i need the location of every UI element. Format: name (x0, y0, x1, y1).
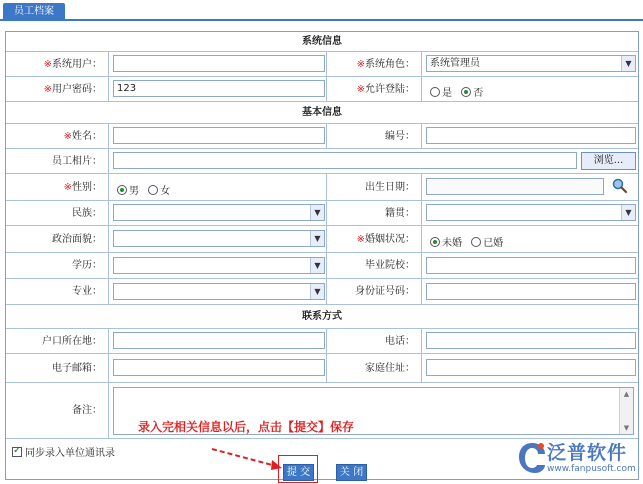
major-cell (109, 279, 327, 304)
logo-icon (517, 440, 547, 476)
row-gender (6, 174, 638, 201)
section-system-info: 系统信息 (6, 32, 638, 52)
chevron-down-icon[interactable]: ▼ (310, 258, 324, 273)
system-user-label (6, 52, 109, 76)
system-role-label-text: 系统角色： (365, 59, 415, 70)
photo-cell (109, 149, 638, 173)
marital-single-label: 未婚 (442, 238, 462, 249)
id-card-cell (422, 279, 638, 304)
chevron-down-icon[interactable]: ▼ (310, 231, 324, 246)
logo-name: 泛普软件 (547, 442, 628, 464)
allow-login-radios (430, 84, 489, 99)
ethnicity-select[interactable] (113, 204, 325, 221)
photo-label: 员工相片： (6, 149, 109, 173)
tab-employee-archive[interactable]: 员工档案 (3, 3, 65, 20)
required-mark: ※ (63, 182, 72, 193)
phone-input[interactable] (426, 332, 636, 349)
sync-label: 同步录入单位通讯录 (25, 448, 115, 459)
required-mark: ※ (356, 59, 365, 70)
submit-button[interactable]: 提 交 (283, 464, 314, 481)
system-role-label (327, 52, 422, 76)
gender-radios (117, 182, 176, 197)
brand-logo (517, 438, 637, 482)
row-hukou (6, 329, 638, 354)
ethnicity-cell (109, 201, 327, 225)
native-place-label: 籍贯： (327, 201, 422, 225)
password-label-text: 用户密码： (52, 84, 102, 95)
gender-cell (109, 174, 327, 200)
major-label: 专业： (6, 279, 109, 304)
birth-date-cell (422, 174, 638, 200)
hukou-cell (109, 329, 327, 353)
scroll-up-icon[interactable]: ▲ (623, 390, 630, 398)
browse-button[interactable]: 浏览... (581, 152, 636, 170)
political-select[interactable] (113, 230, 325, 247)
row-email (6, 354, 638, 383)
password-cell (109, 77, 327, 101)
employee-form (5, 31, 639, 480)
address-cell (422, 354, 638, 382)
address-label: 家庭住址： (327, 354, 422, 382)
chevron-down-icon[interactable]: ▼ (310, 284, 324, 299)
name-label (6, 124, 109, 148)
political-cell (109, 226, 327, 252)
gender-male-radio[interactable] (117, 185, 127, 195)
row-system-user (6, 52, 638, 77)
allow-login-no-label: 否 (473, 88, 484, 99)
gender-label (6, 174, 109, 200)
sync-option (12, 444, 115, 459)
required-mark: ※ (356, 234, 365, 245)
chevron-down-icon[interactable]: ▼ (621, 205, 635, 220)
id-card-label: 身份证号码： (327, 279, 422, 304)
remark-label: 备注： (6, 383, 109, 438)
search-icon[interactable] (612, 178, 628, 194)
chevron-down-icon[interactable]: ▼ (621, 56, 635, 71)
row-photo (6, 149, 638, 174)
remark-scrollbar[interactable] (619, 388, 633, 434)
native-place-select[interactable] (426, 204, 636, 221)
gender-label-text: 性别： (72, 182, 102, 193)
row-password (6, 77, 638, 102)
password-label (6, 77, 109, 101)
email-input[interactable] (113, 359, 325, 376)
email-label: 电子邮箱： (6, 354, 109, 382)
number-label: 编号： (327, 124, 422, 148)
system-role-cell (422, 52, 638, 76)
marital-married-radio[interactable] (471, 237, 481, 247)
system-user-label-text: 系统用户： (52, 59, 102, 70)
marital-label-text: 婚姻状况： (365, 234, 415, 245)
row-major (6, 279, 638, 305)
tab-bar (0, 0, 643, 21)
hukou-label: 户口所在地： (6, 329, 109, 353)
allow-login-no-radio[interactable] (461, 87, 471, 97)
password-input[interactable]: 123 (113, 80, 325, 97)
gender-female-label: 女 (160, 186, 171, 197)
email-cell (109, 354, 327, 382)
school-label: 毕业院校： (327, 253, 422, 278)
allow-login-yes-label: 是 (442, 88, 452, 99)
required-mark: ※ (43, 84, 52, 95)
phone-label: 电话： (327, 329, 422, 353)
system-role-value: 系统管理员 (430, 58, 480, 69)
gender-male-label: 男 (129, 186, 139, 197)
name-cell (109, 124, 327, 148)
required-mark: ※ (43, 59, 52, 70)
row-political (6, 226, 638, 253)
birth-date-label: 出生日期： (327, 174, 422, 200)
name-label-text: 姓名： (72, 131, 102, 142)
id-card-input[interactable] (426, 283, 636, 300)
number-input[interactable] (426, 127, 636, 144)
political-label: 政治面貌： (6, 226, 109, 252)
number-cell (422, 124, 638, 148)
allow-login-label-text: 允许登陆： (365, 84, 415, 95)
system-user-cell (109, 52, 327, 76)
required-mark: ※ (356, 84, 365, 95)
marital-cell (422, 226, 638, 252)
allow-login-yes-radio[interactable] (430, 87, 440, 97)
gender-female-radio[interactable] (148, 185, 158, 195)
section-contact: 联系方式 (6, 305, 638, 329)
marital-radios (430, 234, 509, 249)
birth-date-input[interactable] (426, 178, 604, 195)
photo-path-input[interactable] (113, 152, 577, 169)
marital-label (327, 226, 422, 252)
marital-single-radio[interactable] (430, 237, 440, 247)
school-cell (422, 253, 638, 278)
system-user-input[interactable] (113, 55, 325, 72)
sync-checkbox[interactable] (12, 447, 22, 457)
row-ethnicity (6, 201, 638, 226)
system-role-select[interactable] (426, 55, 636, 72)
address-input[interactable] (426, 359, 636, 376)
name-input[interactable] (113, 127, 325, 144)
logo-url: www.fanpusoft.com (547, 464, 636, 474)
allow-login-cell (422, 77, 638, 101)
row-name (6, 124, 638, 149)
education-select[interactable] (113, 257, 325, 274)
education-label: 学历： (6, 253, 109, 278)
ethnicity-label: 民族： (6, 201, 109, 225)
scroll-down-icon[interactable]: ▼ (623, 424, 630, 432)
chevron-down-icon[interactable]: ▼ (310, 205, 324, 220)
section-basic-info: 基本信息 (6, 102, 638, 124)
hukou-input[interactable] (113, 332, 325, 349)
marital-married-label: 已婚 (483, 238, 504, 249)
education-cell (109, 253, 327, 278)
annotation-arrow-icon (210, 446, 285, 472)
allow-login-label (327, 77, 422, 101)
annotation-text: 录入完相关信息以后，点击【提交】保存 (138, 420, 355, 434)
native-place-cell (422, 201, 638, 225)
phone-cell (422, 329, 638, 353)
row-education (6, 253, 638, 279)
school-input[interactable] (426, 257, 636, 274)
close-button[interactable]: 关 闭 (336, 464, 367, 481)
required-mark: ※ (63, 131, 72, 142)
major-select[interactable] (113, 283, 325, 300)
